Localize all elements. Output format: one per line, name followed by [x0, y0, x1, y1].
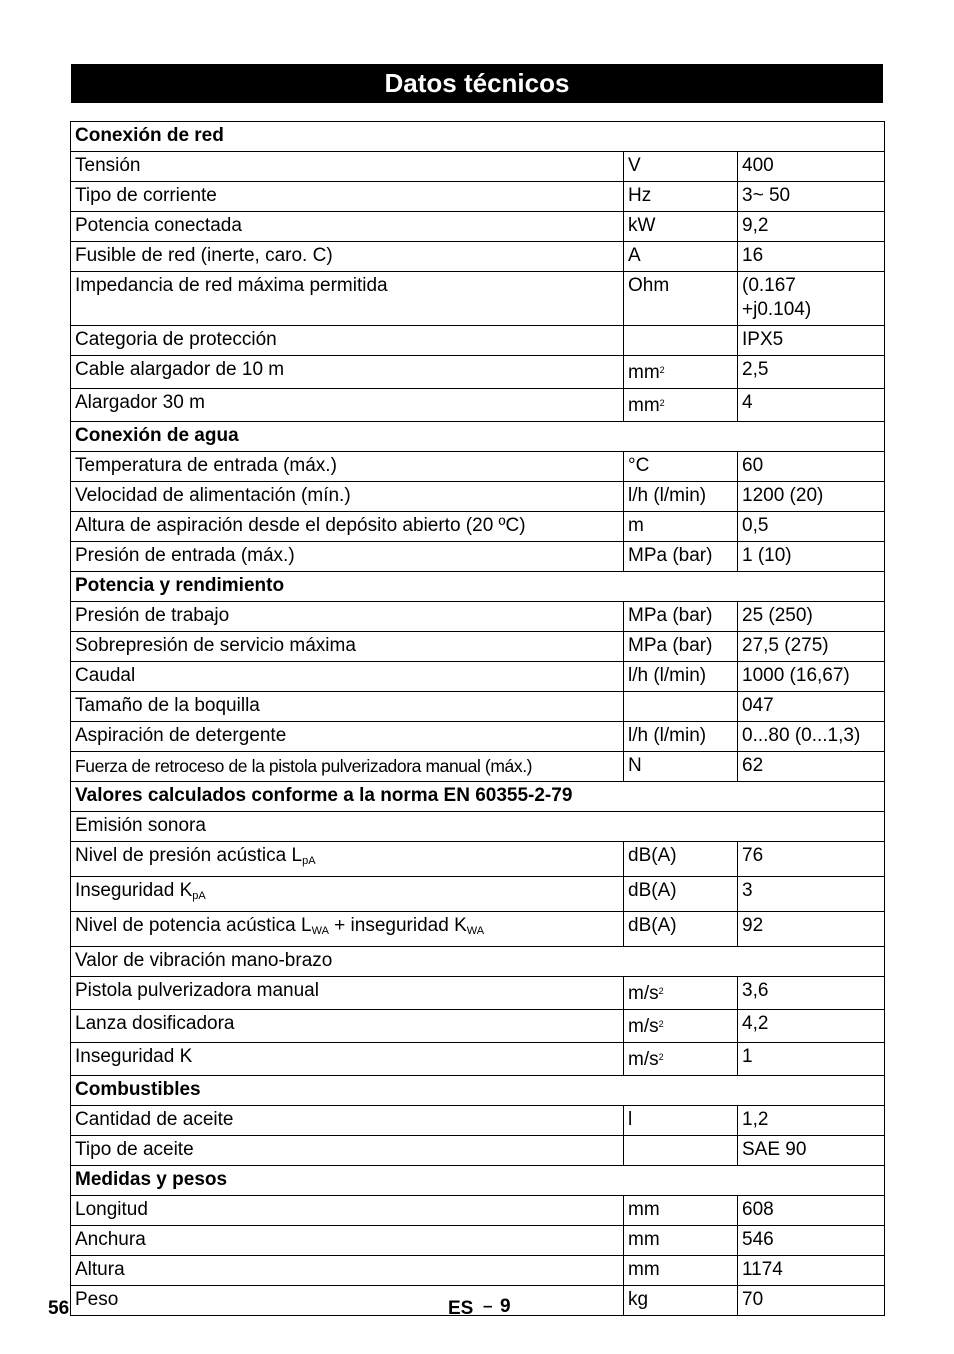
- row-label: Categoria de protección: [71, 326, 624, 356]
- row-unit: °C: [624, 452, 738, 482]
- row-unit: [624, 326, 738, 356]
- row-unit: A: [624, 242, 738, 272]
- row-value: 4: [738, 389, 885, 422]
- row-value: 3: [738, 877, 885, 912]
- row-value: 2,5: [738, 356, 885, 389]
- page-number: 56: [48, 1298, 70, 1319]
- subheading-row: [71, 812, 885, 842]
- row-label: Inseguridad $K_{pA}$: [71, 877, 624, 912]
- table-row: [71, 662, 885, 692]
- table-row: [71, 1136, 885, 1166]
- row-label: Longitud: [71, 1196, 624, 1226]
- row-value: 608: [738, 1196, 885, 1226]
- row-unit: mm: [624, 1196, 738, 1226]
- row-value: 0,5: [738, 512, 885, 542]
- row-unit: $m/s^2$: [624, 1043, 738, 1076]
- row-label: Altura: [71, 1256, 624, 1286]
- value-line-1: (0.167: [742, 275, 796, 296]
- row-label: Impedancia de red máxima permitida: [71, 272, 624, 326]
- table-row: [71, 602, 885, 632]
- table-row: [71, 326, 885, 356]
- row-label: Caudal: [71, 662, 624, 692]
- row-label: Nivel de presión acústica $L_{pA}$: [71, 842, 624, 877]
- table-row: [71, 1106, 885, 1136]
- row-value: SAE 90: [738, 1136, 885, 1166]
- row-unit: dB(A): [624, 877, 738, 912]
- row-unit: kW: [624, 212, 738, 242]
- table-row: [71, 1196, 885, 1226]
- row-unit: N: [624, 752, 738, 782]
- table-row: [71, 212, 885, 242]
- table-row: [71, 722, 885, 752]
- value-line-2: +j0.104): [742, 299, 812, 320]
- row-label: Velocidad de alimentación (mín.): [71, 482, 624, 512]
- row-value: 1 (10): [738, 542, 885, 572]
- row-value: 546: [738, 1226, 885, 1256]
- table-row: [71, 842, 885, 877]
- row-unit: $mm^2$: [624, 356, 738, 389]
- row-value: 400: [738, 152, 885, 182]
- section-heading: Medidas y pesos: [71, 1166, 885, 1196]
- table-row: [71, 692, 885, 722]
- row-label: Altura de aspiración desde el depósito abierto (20 ºC): [71, 512, 624, 542]
- subheading-row: [71, 947, 885, 977]
- table-row: [71, 1226, 885, 1256]
- row-label: Tamaño de la boquilla: [71, 692, 624, 722]
- row-unit: dB(A): [624, 912, 738, 947]
- row-value: 92: [738, 912, 885, 947]
- row-unit: Hz: [624, 182, 738, 212]
- subheading: Emisión sonora: [71, 812, 885, 842]
- table-row: [71, 877, 885, 912]
- section-row: [71, 1076, 885, 1106]
- section-row: [71, 782, 885, 812]
- section-heading: Conexión de red: [71, 122, 885, 152]
- row-unit: l/h (l/min): [624, 482, 738, 512]
- row-value: 1174: [738, 1256, 885, 1286]
- table-row: [71, 542, 885, 572]
- row-label: Tensión: [71, 152, 624, 182]
- row-value: 25 (250): [738, 602, 885, 632]
- row-unit: m: [624, 512, 738, 542]
- table-row: [71, 632, 885, 662]
- table-row: [71, 242, 885, 272]
- table-row: [71, 1286, 885, 1316]
- row-label: Pistola pulverizadora manual: [71, 977, 624, 1010]
- row-value: 76: [738, 842, 885, 877]
- row-value: 1: [738, 1043, 885, 1076]
- row-unit: V: [624, 152, 738, 182]
- row-label: Alargador 30 m: [71, 389, 624, 422]
- table-row: [71, 1043, 885, 1076]
- subheading: Valor de vibración mano-brazo: [71, 947, 885, 977]
- table-row: [71, 1010, 885, 1043]
- row-unit: mm: [624, 1226, 738, 1256]
- section-row: [71, 122, 885, 152]
- table-row: [71, 482, 885, 512]
- row-label: Presión de entrada (máx.): [71, 542, 624, 572]
- section-heading: Valores calculados conforme a la norma EN 60355-2-79: [71, 782, 885, 812]
- row-value: 047: [738, 692, 885, 722]
- row-label: Cable alargador de 10 m: [71, 356, 624, 389]
- row-unit: l: [624, 1106, 738, 1136]
- row-unit: MPa (bar): [624, 632, 738, 662]
- row-label: Sobrepresión de servicio máxima: [71, 632, 624, 662]
- row-unit: [624, 1136, 738, 1166]
- table-row: [71, 912, 885, 947]
- table-row: [71, 389, 885, 422]
- row-value: 3~ 50: [738, 182, 885, 212]
- row-value: 0...80 (0...1,3): [738, 722, 885, 752]
- row-label: Nivel de potencia acústica $L_{WA}$ + inseguridad $K_{WA}$: [71, 912, 624, 947]
- row-label: Inseguridad K: [71, 1043, 624, 1076]
- row-label: Fusible de red (inerte, caro. C): [71, 242, 624, 272]
- row-label: Cantidad de aceite: [71, 1106, 624, 1136]
- table-row: [71, 152, 885, 182]
- section-row: [71, 1166, 885, 1196]
- row-value: 27,5 (275): [738, 632, 885, 662]
- row-value: [738, 272, 885, 326]
- row-unit: Ohm: [624, 272, 738, 326]
- footer-dash: –: [483, 1296, 493, 1315]
- row-label: Anchura: [71, 1226, 624, 1256]
- section-row: [71, 422, 885, 452]
- row-value: 3,6: [738, 977, 885, 1010]
- row-unit: [624, 692, 738, 722]
- row-value: 1200 (20): [738, 482, 885, 512]
- language-code: ES: [448, 1298, 474, 1319]
- row-label: Tipo de corriente: [71, 182, 624, 212]
- page-title: Datos técnicos: [71, 64, 883, 103]
- table-row: [71, 1256, 885, 1286]
- row-unit: mm: [624, 1256, 738, 1286]
- row-value: 1,2: [738, 1106, 885, 1136]
- table-row: [71, 272, 885, 326]
- row-label: Potencia conectada: [71, 212, 624, 242]
- row-label: Temperatura de entrada (máx.): [71, 452, 624, 482]
- section-heading: Conexión de agua: [71, 422, 885, 452]
- row-unit: MPa (bar): [624, 542, 738, 572]
- row-unit: dB(A): [624, 842, 738, 877]
- row-label: Aspiración de detergente: [71, 722, 624, 752]
- row-value: 9,2: [738, 212, 885, 242]
- table-row: [71, 182, 885, 212]
- row-unit: l/h (l/min): [624, 662, 738, 692]
- row-label: Lanza dosificadora: [71, 1010, 624, 1043]
- row-label: Tipo de aceite: [71, 1136, 624, 1166]
- row-unit: MPa (bar): [624, 602, 738, 632]
- section-row: [71, 572, 885, 602]
- section-heading: Combustibles: [71, 1076, 885, 1106]
- table-row: [71, 452, 885, 482]
- row-value: IPX5: [738, 326, 885, 356]
- row-label: Presión de trabajo: [71, 602, 624, 632]
- row-value: 4,2: [738, 1010, 885, 1043]
- row-unit: $m/s^2$: [624, 977, 738, 1010]
- technical-data-table: [70, 121, 885, 1316]
- table-row: [71, 512, 885, 542]
- row-value: 16: [738, 242, 885, 272]
- row-value: 70: [738, 1286, 885, 1316]
- section-heading: Potencia y rendimiento: [71, 572, 885, 602]
- table-row: [71, 356, 885, 389]
- row-value: 62: [738, 752, 885, 782]
- row-label: Peso: [71, 1286, 624, 1316]
- table-row: [71, 977, 885, 1010]
- row-unit: kg: [624, 1286, 738, 1316]
- row-unit: $m/s^2$: [624, 1010, 738, 1043]
- row-unit: l/h (l/min): [624, 722, 738, 752]
- row-value: 1000 (16,67): [738, 662, 885, 692]
- row-label: Fuerza de retroceso de la pistola pulverizadora manual (máx.): [71, 752, 624, 782]
- row-unit: $mm^2$: [624, 389, 738, 422]
- table-row: [71, 752, 885, 782]
- section-page-number: 9: [500, 1296, 511, 1317]
- row-value: 60: [738, 452, 885, 482]
